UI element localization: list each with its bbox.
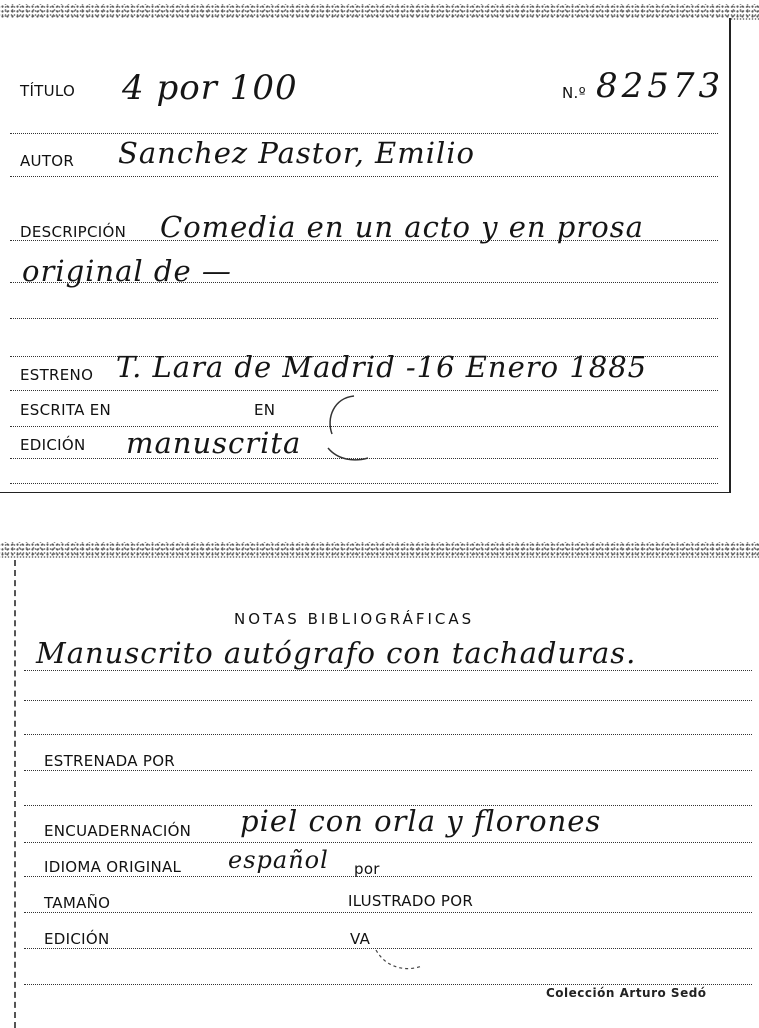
por-label: por xyxy=(354,860,380,878)
autor-label: AUTOR xyxy=(20,152,75,170)
tamano-label: TAMAÑO xyxy=(44,894,111,912)
rule xyxy=(24,670,752,671)
numero-value: 82573 xyxy=(596,66,725,106)
va-label: VA xyxy=(350,930,371,948)
estrenada-por-label: ESTRENADA POR xyxy=(44,752,176,770)
descripcion-label: DESCRIPCIÓN xyxy=(20,223,127,241)
rule xyxy=(24,984,752,985)
descripcion-line1: Comedia en un acto y en prosa xyxy=(160,210,644,244)
collection-footer: Colección Arturo Sedó xyxy=(546,986,707,1000)
hole-punch-mark xyxy=(314,388,384,468)
hole-punch-mark xyxy=(366,920,436,980)
en-label: EN xyxy=(254,401,276,419)
estreno-label: ESTRENO xyxy=(20,366,94,384)
numero-label: N.º xyxy=(562,84,586,102)
catalog-card-front xyxy=(0,18,731,493)
edicion-back-label: EDICIÓN xyxy=(44,930,110,948)
descripcion-line2: original de — xyxy=(22,254,232,288)
encuadernacion-label: ENCUADERNACIÓN xyxy=(44,822,192,840)
rule xyxy=(10,176,718,177)
rule xyxy=(24,700,752,701)
idioma-value: español xyxy=(228,846,329,874)
notas-value: Manuscrito autógrafo con tachaduras. xyxy=(36,636,637,670)
rule xyxy=(10,483,718,484)
catalog-card-back xyxy=(14,560,759,1028)
notas-label: NOTAS BIBLIOGRÁFICAS xyxy=(234,610,475,628)
rule xyxy=(24,770,752,771)
rule xyxy=(24,876,752,877)
titulo-value: 4 por 100 xyxy=(122,68,298,108)
estreno-value: T. Lara de Madrid -16 Enero 1885 xyxy=(116,350,648,384)
edicion-label: EDICIÓN xyxy=(20,436,86,454)
autor-value: Sanchez Pastor, Emilio xyxy=(118,136,475,170)
rule xyxy=(24,912,752,913)
rule xyxy=(24,734,752,735)
rule xyxy=(10,133,718,134)
escrita-en-label: ESCRITA EN xyxy=(20,401,112,419)
ilustrado-label: ILUSTRADO POR xyxy=(348,892,474,910)
idioma-label: IDIOMA ORIGINAL xyxy=(44,858,182,876)
scan-noise-middle xyxy=(0,542,759,558)
encuadernacion-value: piel con orla y florones xyxy=(240,804,602,838)
edicion-value: manuscrita xyxy=(126,426,302,460)
titulo-label: TÍTULO xyxy=(20,82,76,100)
rule xyxy=(10,318,718,319)
rule xyxy=(24,842,752,843)
